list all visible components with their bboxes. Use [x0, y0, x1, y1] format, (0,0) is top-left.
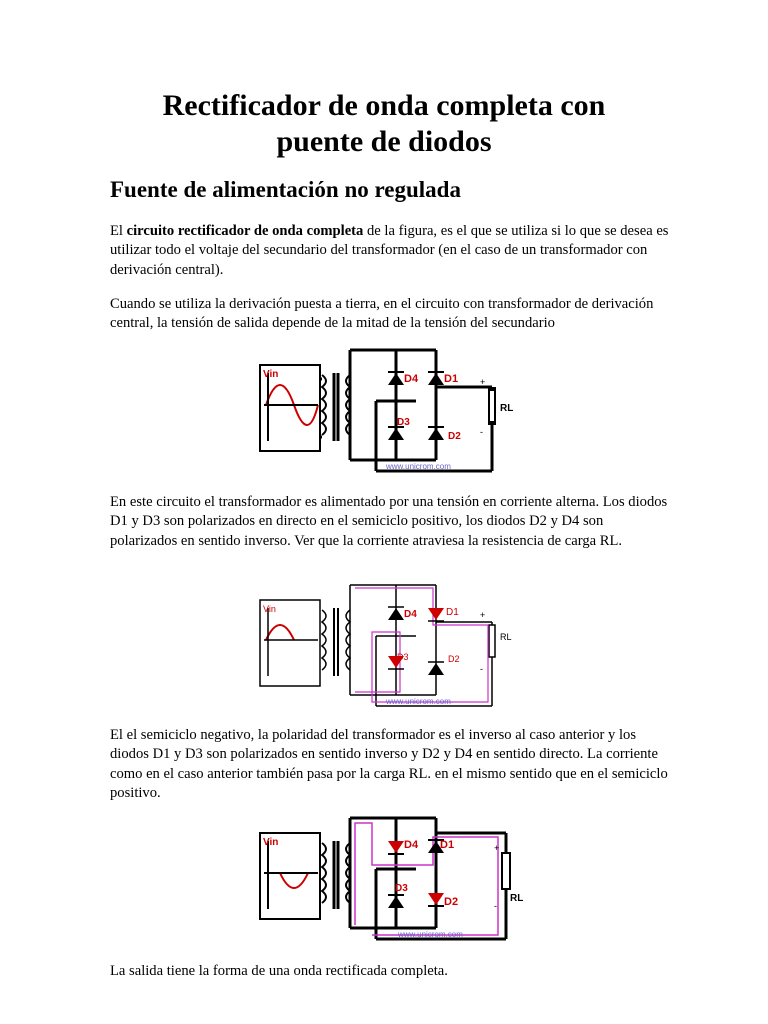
half-wave-icon [266, 625, 294, 640]
paragraph-output: La salida tiene la forma de una onda rectificada completa. [110, 963, 448, 979]
figure-positive-half-cycle [258, 580, 512, 710]
vin-label: Vin [263, 369, 279, 380]
paragraph-derivation: Cuando se utiliza la derivación puesta a tierra, en el circuito con transformador de derivación central, la tensión de salida depende de la mitad de la tensión del secundario [110, 296, 654, 332]
title-line-2: puente de diodos [276, 125, 492, 158]
d2-label: D2 [444, 896, 459, 908]
d4-label: D4 [404, 609, 417, 620]
minus-sign: - [494, 901, 497, 911]
paragraph-positive-cycle: En este circuito el transformador es alimentado por una tensión en corriente alterna. Los diodos D1 y D3 son polarizados en directo en el semiciclo positivo, los diodos D2 y D4 son polarizados en sentido inverso. Ver que la corriente atraviesa la resistencia de carga RL. [110, 494, 668, 549]
d1-label: D1 [444, 373, 459, 385]
d4-label: D4 [404, 373, 419, 385]
plus-sign: + [480, 610, 486, 620]
paragraph-negative-cycle: El el semiciclo negativo, la polaridad del transformador es el inverso al caso anterior y los diodos D1 y D3 son polarizados en sentido inverso y D2 y D4 en sentido directo. La corriente como en el caso anterior también pasa por la carga RL. en el mismo sentido que en el semiciclo positivo. [110, 727, 668, 802]
figure-bridge-circuit [258, 345, 514, 475]
rl-label: RL [500, 632, 512, 642]
paragraph-intro [110, 222, 670, 280]
d3-label: D3 [397, 417, 410, 428]
d1-label: D1 [440, 839, 455, 851]
current-path [355, 588, 488, 702]
minus-sign: - [480, 664, 483, 674]
figure-negative-half-cycle [258, 813, 528, 945]
watermark: www.unicrom.com [386, 697, 451, 706]
bridge-circuit-diagram [258, 345, 514, 475]
positive-cycle-diagram [258, 580, 512, 710]
watermark: www.unicrom.com [386, 462, 451, 471]
paragraph-intro-bold: circuito rectificador de onda completa [126, 223, 364, 239]
d4-label: D4 [404, 839, 419, 851]
plus-sign: + [480, 377, 486, 387]
paragraph-intro-rest: de la figura, es el que se utiliza si lo que se desea es utilizar todo el voltaje del secundario del transformador (en el caso de un transformador con derivación central). [110, 223, 669, 278]
d3-label: D3 [397, 652, 409, 662]
vin-label: Vin [263, 604, 276, 614]
d2-label: D2 [448, 654, 460, 664]
d1-label: D1 [446, 607, 459, 618]
title-line-1: Rectificador de onda completa con [162, 89, 606, 122]
minus-sign: - [480, 427, 483, 437]
d2-label: D2 [448, 431, 461, 442]
watermark: www.unicrom.com [398, 930, 463, 939]
negative-half-wave-icon [280, 873, 308, 888]
rl-label: RL [510, 893, 524, 904]
d3-label: D3 [395, 883, 408, 894]
page-title [110, 88, 658, 160]
rl-label: RL [500, 403, 514, 414]
vin-label: Vin [263, 837, 279, 848]
negative-cycle-diagram [258, 813, 528, 945]
plus-sign: + [494, 843, 500, 853]
section-heading: Fuente de alimentación no regulada [110, 177, 461, 202]
paragraph-intro-lead: El [110, 223, 127, 239]
